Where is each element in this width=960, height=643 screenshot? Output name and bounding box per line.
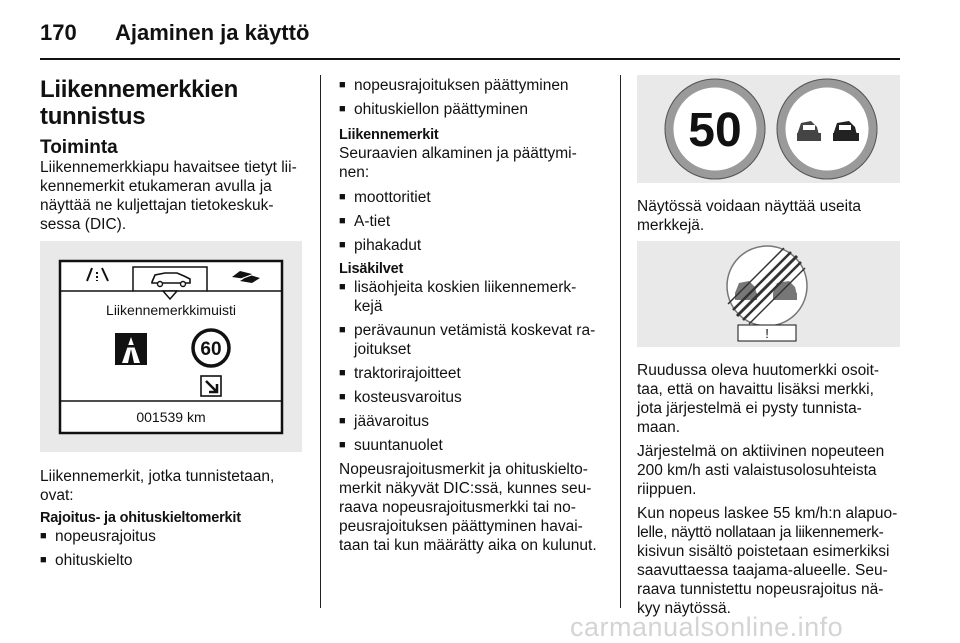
watermark: carmanualsonline.info [570, 612, 844, 642]
column-1 [40, 76, 305, 234]
traffic-signs-text: Seuraavien alkaminen ja päättymi- nen: [339, 145, 577, 181]
figure-caption: Liikennemerkit, jotka tunnistetaan, ovat: [40, 468, 275, 504]
extra-plates-title: Lisäkilvet [339, 261, 404, 277]
speed-limit-value: 60 [200, 339, 222, 360]
paragraph-reset: Kun nopeus laskee 55 km/h:n alapuo- lelle, näyttö nollataan ja liikennemerk- kisivun sisältö poistetaan esimerkiksi saavuttaessa taajama-alueelle. Seu- raava tunnistettu nopeusrajoitus nä- kyy näytössä. [637, 505, 898, 617]
subheading-toiminta: Toiminta [40, 137, 118, 158]
list-item: ■ kosteusvaroitus [339, 389, 462, 406]
list-item: ■ suuntanuolet [339, 437, 443, 454]
selected-tab-frame [133, 267, 207, 291]
dic-display-figure [40, 241, 302, 452]
page-number: 170 [40, 20, 77, 45]
svg-text:50: 50 [688, 104, 742, 157]
plate-exclamation: ! [765, 326, 769, 341]
no-overtaking-icon [777, 79, 877, 179]
list-item: ■ ohituskiellon päättyminen [339, 101, 529, 118]
intro-paragraph: Liikennemerkkiapu havaitsee tietyt lii- kennemerkit etukameran avulla ja näyttää ne kuljettajan tietokeskuk- sessa (DIC). [40, 159, 297, 233]
paragraph-exclamation: Ruudussa oleva huutomerkki osoit- taa, että on havaittu lisäksi merkki, jota järjestelmä ei pysty tunnista- maan. [637, 362, 880, 436]
header-rule [40, 58, 900, 60]
list-item: ■ traktorirajoitteet [339, 365, 461, 382]
dic-display-illustration [40, 241, 302, 452]
signs-figure [637, 75, 900, 183]
list-item: ■ pihakadut [339, 237, 422, 254]
caption-multiple-signs: Näytössä voidaan näyttää useita merkkejä. [637, 198, 862, 234]
column-1-lower [40, 467, 310, 575]
chapter-title: Ajaminen ja käyttö [115, 20, 310, 45]
paragraph-active-speed: Järjestelmä on aktiivinen nopeuteen 200 km/h asti valaistusolosuhteista riippuen. [637, 443, 885, 498]
column-3-text [637, 361, 905, 618]
speed-limit-50-icon [665, 79, 765, 179]
end-of-no-overtaking-icon [727, 246, 807, 326]
list-item: ■ nopeusrajoitus [40, 528, 156, 545]
column-divider-1 [320, 75, 321, 608]
list-item: ■ moottoritiet [339, 189, 431, 206]
traffic-signs-title: Liikennemerkit [339, 127, 439, 143]
list-item: ■ lisäohjeita koskien liikennemerk- kejä [339, 279, 577, 315]
list-item: ■ ohituskielto [40, 552, 133, 569]
section-heading: Liikennemerkkien tunnistus [40, 76, 238, 130]
list-item: ■ A-tiet [339, 213, 391, 230]
list-item: ■ nopeusrajoituksen päättyminen [339, 77, 569, 94]
closing-paragraph: Nopeusrajoitusmerkit ja ohituskielto- merkit näkyvät DIC:ssä, kunnes seu- raava nopeusrajoitusmerkki tai no- peusrajoituksen päättyminen havai- taan tai kun määrätty aika on kulunut. [339, 461, 597, 554]
display-title: Liikennemerkkimuisti [106, 302, 236, 318]
arrow-sign-icon [201, 376, 221, 396]
end-restriction-figure [637, 241, 900, 347]
odometer: 001539 km [136, 409, 206, 425]
restriction-section-title: Rajoitus- ja ohituskieltomerkit [40, 510, 241, 526]
list-item: ■ perävaunun vetämistä koskevat ra- joitukset [339, 322, 596, 358]
list-item: ■ jäävaroitus [339, 413, 429, 430]
motorway-icon [115, 333, 147, 365]
column-2 [339, 76, 611, 555]
column-divider-2 [620, 75, 621, 608]
